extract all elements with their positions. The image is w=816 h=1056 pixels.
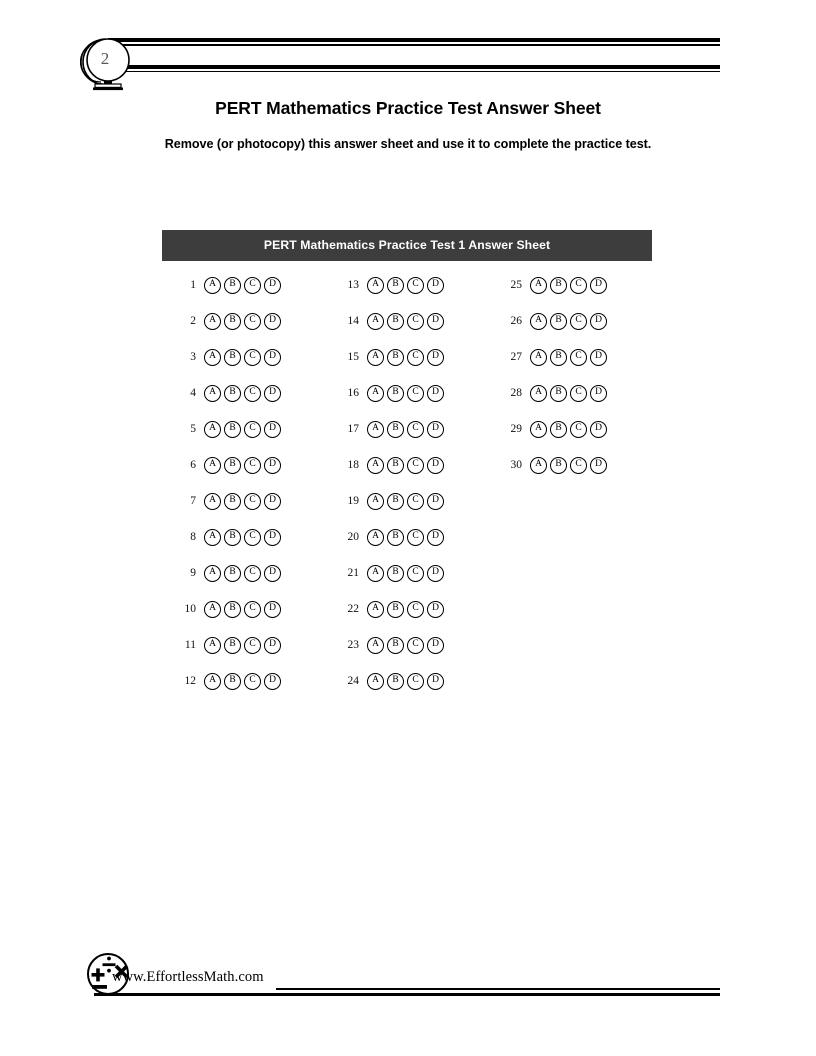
answer-bubbles <box>367 565 444 582</box>
answer-bubble-d[interactable]: D <box>427 601 444 618</box>
answer-bubble-d[interactable]: D <box>264 673 281 690</box>
answer-bubbles <box>204 493 281 510</box>
answer-bubble-d[interactable]: D <box>590 421 607 438</box>
answer-bubble-d[interactable]: D <box>427 385 444 402</box>
answer-row <box>488 411 651 447</box>
answer-row <box>162 447 325 483</box>
answer-bubble-b[interactable]: B <box>550 457 567 474</box>
answer-column-2 <box>325 267 488 699</box>
answer-bubble-a[interactable]: A <box>530 457 547 474</box>
question-number: 9 <box>190 567 196 579</box>
answer-row <box>488 447 651 483</box>
answer-row <box>325 447 488 483</box>
answer-bubble-a[interactable]: A <box>204 529 221 546</box>
footer-rule-lines <box>276 988 720 996</box>
answer-row <box>162 303 325 339</box>
question-number: 18 <box>347 459 359 471</box>
answer-row <box>325 555 488 591</box>
answer-sheet-table <box>162 230 652 699</box>
answer-bubble-c[interactable]: C <box>244 457 261 474</box>
answer-bubble-d[interactable]: D <box>427 421 444 438</box>
question-number: 3 <box>190 351 196 363</box>
answer-bubble-d[interactable]: D <box>427 457 444 474</box>
answer-bubble-c[interactable]: C <box>244 529 261 546</box>
answer-bubble-c[interactable]: C <box>244 673 261 690</box>
answer-row <box>162 267 325 303</box>
answer-bubble-d[interactable]: D <box>590 457 607 474</box>
answer-bubble-c[interactable]: C <box>244 349 261 366</box>
question-number: 21 <box>347 567 359 579</box>
question-number: 7 <box>190 495 196 507</box>
answer-row <box>162 411 325 447</box>
answer-bubble-a[interactable]: A <box>367 637 384 654</box>
answer-bubble-a[interactable]: A <box>367 601 384 618</box>
answer-bubble-d[interactable]: D <box>264 277 281 294</box>
answer-bubble-a[interactable]: A <box>204 493 221 510</box>
answer-bubble-c[interactable]: C <box>244 277 261 294</box>
answer-bubble-b[interactable]: B <box>387 421 404 438</box>
question-number: 16 <box>347 387 359 399</box>
answer-bubble-a[interactable]: A <box>204 457 221 474</box>
answer-bubble-a[interactable]: A <box>367 565 384 582</box>
answer-bubble-b[interactable]: B <box>550 313 567 330</box>
answer-bubbles <box>204 277 281 294</box>
page-number: 2 <box>100 49 110 68</box>
answer-row <box>325 339 488 375</box>
answer-row <box>325 591 488 627</box>
question-number: 27 <box>510 351 522 363</box>
answer-bubble-d[interactable]: D <box>264 385 281 402</box>
answer-row <box>325 483 488 519</box>
answer-bubble-c[interactable]: C <box>244 493 261 510</box>
answer-bubble-a[interactable]: A <box>367 313 384 330</box>
question-number: 22 <box>347 603 359 615</box>
question-number: 19 <box>347 495 359 507</box>
answer-bubble-c[interactable]: C <box>407 277 424 294</box>
answer-bubble-b[interactable]: B <box>224 601 241 618</box>
answer-bubble-c[interactable]: C <box>244 637 261 654</box>
answer-bubble-d[interactable]: D <box>427 313 444 330</box>
answer-bubble-c[interactable]: C <box>244 565 261 582</box>
answer-bubble-c[interactable]: C <box>407 421 424 438</box>
answer-bubble-a[interactable]: A <box>367 421 384 438</box>
answer-sheet-header: PERT Mathematics Practice Test 1 Answer Sheet <box>162 230 652 261</box>
answer-bubbles <box>367 637 444 654</box>
question-number: 8 <box>190 531 196 543</box>
answer-bubble-d[interactable]: D <box>264 565 281 582</box>
answer-bubble-a[interactable]: A <box>530 349 547 366</box>
answer-bubble-c[interactable]: C <box>407 493 424 510</box>
answer-row <box>162 591 325 627</box>
answer-bubble-d[interactable]: D <box>264 637 281 654</box>
answer-bubble-b[interactable]: B <box>224 313 241 330</box>
answer-bubble-c[interactable]: C <box>407 565 424 582</box>
question-number: 26 <box>510 315 522 327</box>
answer-bubble-d[interactable]: D <box>427 637 444 654</box>
answer-row <box>162 627 325 663</box>
answer-bubbles <box>204 313 281 330</box>
answer-row <box>325 627 488 663</box>
answer-row <box>162 375 325 411</box>
answer-bubble-d[interactable]: D <box>427 529 444 546</box>
answer-bubble-d[interactable]: D <box>264 457 281 474</box>
answer-row <box>488 339 651 375</box>
answer-bubble-a[interactable]: A <box>367 385 384 402</box>
answer-bubbles <box>367 457 444 474</box>
answer-bubble-a[interactable]: A <box>204 349 221 366</box>
answer-bubble-b[interactable]: B <box>550 385 567 402</box>
answer-row <box>162 339 325 375</box>
answer-row <box>488 303 651 339</box>
answer-bubble-c[interactable]: C <box>244 421 261 438</box>
answer-bubble-a[interactable]: A <box>367 673 384 690</box>
answer-bubble-d[interactable]: D <box>427 349 444 366</box>
answer-bubble-d[interactable]: D <box>264 601 281 618</box>
answer-bubbles <box>367 421 444 438</box>
question-number: 23 <box>347 639 359 651</box>
question-number: 6 <box>190 459 196 471</box>
answer-bubbles <box>530 277 607 294</box>
question-number: 30 <box>510 459 522 471</box>
answer-bubble-b[interactable]: B <box>224 349 241 366</box>
answer-row <box>488 267 651 303</box>
answer-bubble-b[interactable]: B <box>387 673 404 690</box>
answer-bubble-a[interactable]: A <box>204 277 221 294</box>
answer-bubble-c[interactable]: C <box>407 457 424 474</box>
answer-bubbles <box>204 457 281 474</box>
answer-bubble-d[interactable]: D <box>427 277 444 294</box>
question-number: 2 <box>190 315 196 327</box>
answer-bubbles <box>367 673 444 690</box>
answer-bubble-c[interactable]: C <box>407 673 424 690</box>
answer-bubble-c[interactable]: C <box>570 313 587 330</box>
answer-bubble-c[interactable]: C <box>407 601 424 618</box>
answer-bubble-d[interactable]: D <box>264 421 281 438</box>
answer-bubbles <box>530 457 607 474</box>
answer-bubble-c[interactable]: C <box>570 277 587 294</box>
answer-bubble-d[interactable]: D <box>590 385 607 402</box>
answer-bubble-a[interactable]: A <box>204 601 221 618</box>
answer-bubble-d[interactable]: D <box>264 349 281 366</box>
answer-bubble-b[interactable]: B <box>387 385 404 402</box>
question-number: 17 <box>347 423 359 435</box>
answer-bubble-c[interactable]: C <box>407 637 424 654</box>
answer-bubble-c[interactable]: C <box>407 349 424 366</box>
answer-bubble-d[interactable]: D <box>264 529 281 546</box>
answer-bubble-b[interactable]: B <box>387 529 404 546</box>
answer-bubble-c[interactable]: C <box>244 601 261 618</box>
answer-bubble-c[interactable]: C <box>407 529 424 546</box>
answer-bubble-c[interactable]: C <box>407 385 424 402</box>
answer-bubbles <box>367 349 444 366</box>
answer-bubble-a[interactable]: A <box>204 673 221 690</box>
globe-icon <box>80 36 136 92</box>
answer-bubble-a[interactable]: A <box>204 313 221 330</box>
answer-sheet-body <box>162 261 652 699</box>
answer-row <box>325 519 488 555</box>
answer-row <box>488 375 651 411</box>
rule-thin <box>108 71 720 73</box>
page-header <box>0 0 816 92</box>
answer-bubble-b[interactable]: B <box>550 349 567 366</box>
answer-bubbles <box>530 385 607 402</box>
answer-bubble-d[interactable]: D <box>427 565 444 582</box>
answer-bubble-b[interactable]: B <box>224 385 241 402</box>
answer-bubble-c[interactable]: C <box>570 421 587 438</box>
answer-bubbles <box>530 349 607 366</box>
answer-bubble-b[interactable]: B <box>387 637 404 654</box>
answer-bubble-b[interactable]: B <box>550 421 567 438</box>
answer-bubbles <box>530 313 607 330</box>
answer-bubbles <box>204 385 281 402</box>
answer-bubble-b[interactable]: B <box>387 349 404 366</box>
question-number: 14 <box>347 315 359 327</box>
answer-row <box>325 411 488 447</box>
question-number: 29 <box>510 423 522 435</box>
answer-bubbles <box>204 637 281 654</box>
answer-row <box>162 555 325 591</box>
answer-bubble-b[interactable]: B <box>224 637 241 654</box>
answer-column-3 <box>488 267 651 699</box>
answer-bubble-b[interactable]: B <box>550 277 567 294</box>
answer-bubble-b[interactable]: B <box>387 565 404 582</box>
answer-bubble-a[interactable]: A <box>367 457 384 474</box>
answer-bubbles <box>204 565 281 582</box>
answer-row <box>162 663 325 699</box>
question-number: 13 <box>347 279 359 291</box>
answer-bubble-a[interactable]: A <box>204 637 221 654</box>
answer-bubbles <box>367 601 444 618</box>
answer-bubble-b[interactable]: B <box>224 565 241 582</box>
header-rule-top <box>108 38 720 46</box>
answer-bubble-a[interactable]: A <box>367 349 384 366</box>
question-number: 4 <box>190 387 196 399</box>
answer-bubble-a[interactable]: A <box>367 277 384 294</box>
footer-website-url[interactable]: www.EffortlessMath.com <box>112 969 264 985</box>
page-subtitle: Remove (or photocopy) this answer sheet and use it to complete the practice test. <box>164 137 652 151</box>
answer-row <box>325 375 488 411</box>
question-number: 5 <box>190 423 196 435</box>
answer-bubble-b[interactable]: B <box>224 673 241 690</box>
answer-bubble-b[interactable]: B <box>387 277 404 294</box>
answer-bubble-d[interactable]: D <box>590 349 607 366</box>
answer-row <box>325 663 488 699</box>
answer-bubble-c[interactable]: C <box>570 457 587 474</box>
answer-bubble-d[interactable]: D <box>590 277 607 294</box>
question-number: 11 <box>184 639 196 651</box>
header-rule-bottom <box>108 65 720 73</box>
answer-bubble-d[interactable]: D <box>264 493 281 510</box>
answer-bubble-b[interactable]: B <box>224 457 241 474</box>
question-number: 20 <box>347 531 359 543</box>
answer-bubble-b[interactable]: B <box>387 457 404 474</box>
answer-bubble-a[interactable]: A <box>204 565 221 582</box>
answer-bubbles <box>367 277 444 294</box>
answer-bubble-c[interactable]: C <box>570 349 587 366</box>
answer-bubble-b[interactable]: B <box>387 601 404 618</box>
answer-bubbles <box>204 529 281 546</box>
question-number: 25 <box>510 279 522 291</box>
question-number: 12 <box>184 675 196 687</box>
answer-bubble-c[interactable]: C <box>570 385 587 402</box>
answer-bubbles <box>367 529 444 546</box>
answer-bubbles <box>367 313 444 330</box>
answer-row <box>325 303 488 339</box>
answer-bubble-a[interactable]: A <box>204 421 221 438</box>
footer-line-thick-left <box>94 993 544 997</box>
answer-bubble-a[interactable]: A <box>367 529 384 546</box>
answer-bubble-d[interactable]: D <box>427 673 444 690</box>
answer-bubble-b[interactable]: B <box>387 493 404 510</box>
answer-bubbles <box>204 673 281 690</box>
answer-bubble-d[interactable]: D <box>264 313 281 330</box>
question-number: 28 <box>510 387 522 399</box>
answer-bubble-a[interactable]: A <box>530 313 547 330</box>
answer-bubble-a[interactable]: A <box>530 385 547 402</box>
answer-bubble-d[interactable]: D <box>590 313 607 330</box>
answer-bubble-b[interactable]: B <box>224 421 241 438</box>
answer-bubble-a[interactable]: A <box>204 385 221 402</box>
answer-bubble-c[interactable]: C <box>244 313 261 330</box>
question-number: 24 <box>347 675 359 687</box>
answer-bubble-b[interactable]: B <box>224 493 241 510</box>
answer-bubbles <box>367 493 444 510</box>
answer-bubbles <box>204 421 281 438</box>
answer-bubble-a[interactable]: A <box>530 421 547 438</box>
answer-row <box>325 267 488 303</box>
question-number: 10 <box>184 603 196 615</box>
answer-bubbles <box>204 349 281 366</box>
answer-bubble-c[interactable]: C <box>244 385 261 402</box>
answer-bubble-a[interactable]: A <box>530 277 547 294</box>
answer-row <box>162 519 325 555</box>
page-title: PERT Mathematics Practice Test Answer Sheet <box>215 98 601 118</box>
answer-bubbles <box>367 385 444 402</box>
answer-bubbles <box>204 601 281 618</box>
answer-bubble-b[interactable]: B <box>224 529 241 546</box>
answer-bubble-a[interactable]: A <box>367 493 384 510</box>
answer-bubble-b[interactable]: B <box>224 277 241 294</box>
answer-column-1 <box>162 267 325 699</box>
answer-bubbles <box>530 421 607 438</box>
answer-bubble-b[interactable]: B <box>387 313 404 330</box>
question-number: 15 <box>347 351 359 363</box>
answer-bubble-c[interactable]: C <box>407 313 424 330</box>
header-rule-lines <box>108 38 720 72</box>
answer-bubble-d[interactable]: D <box>427 493 444 510</box>
page-footer <box>0 952 816 1014</box>
answer-row <box>162 483 325 519</box>
question-number: 1 <box>190 279 196 291</box>
rule-spacer <box>108 46 720 65</box>
